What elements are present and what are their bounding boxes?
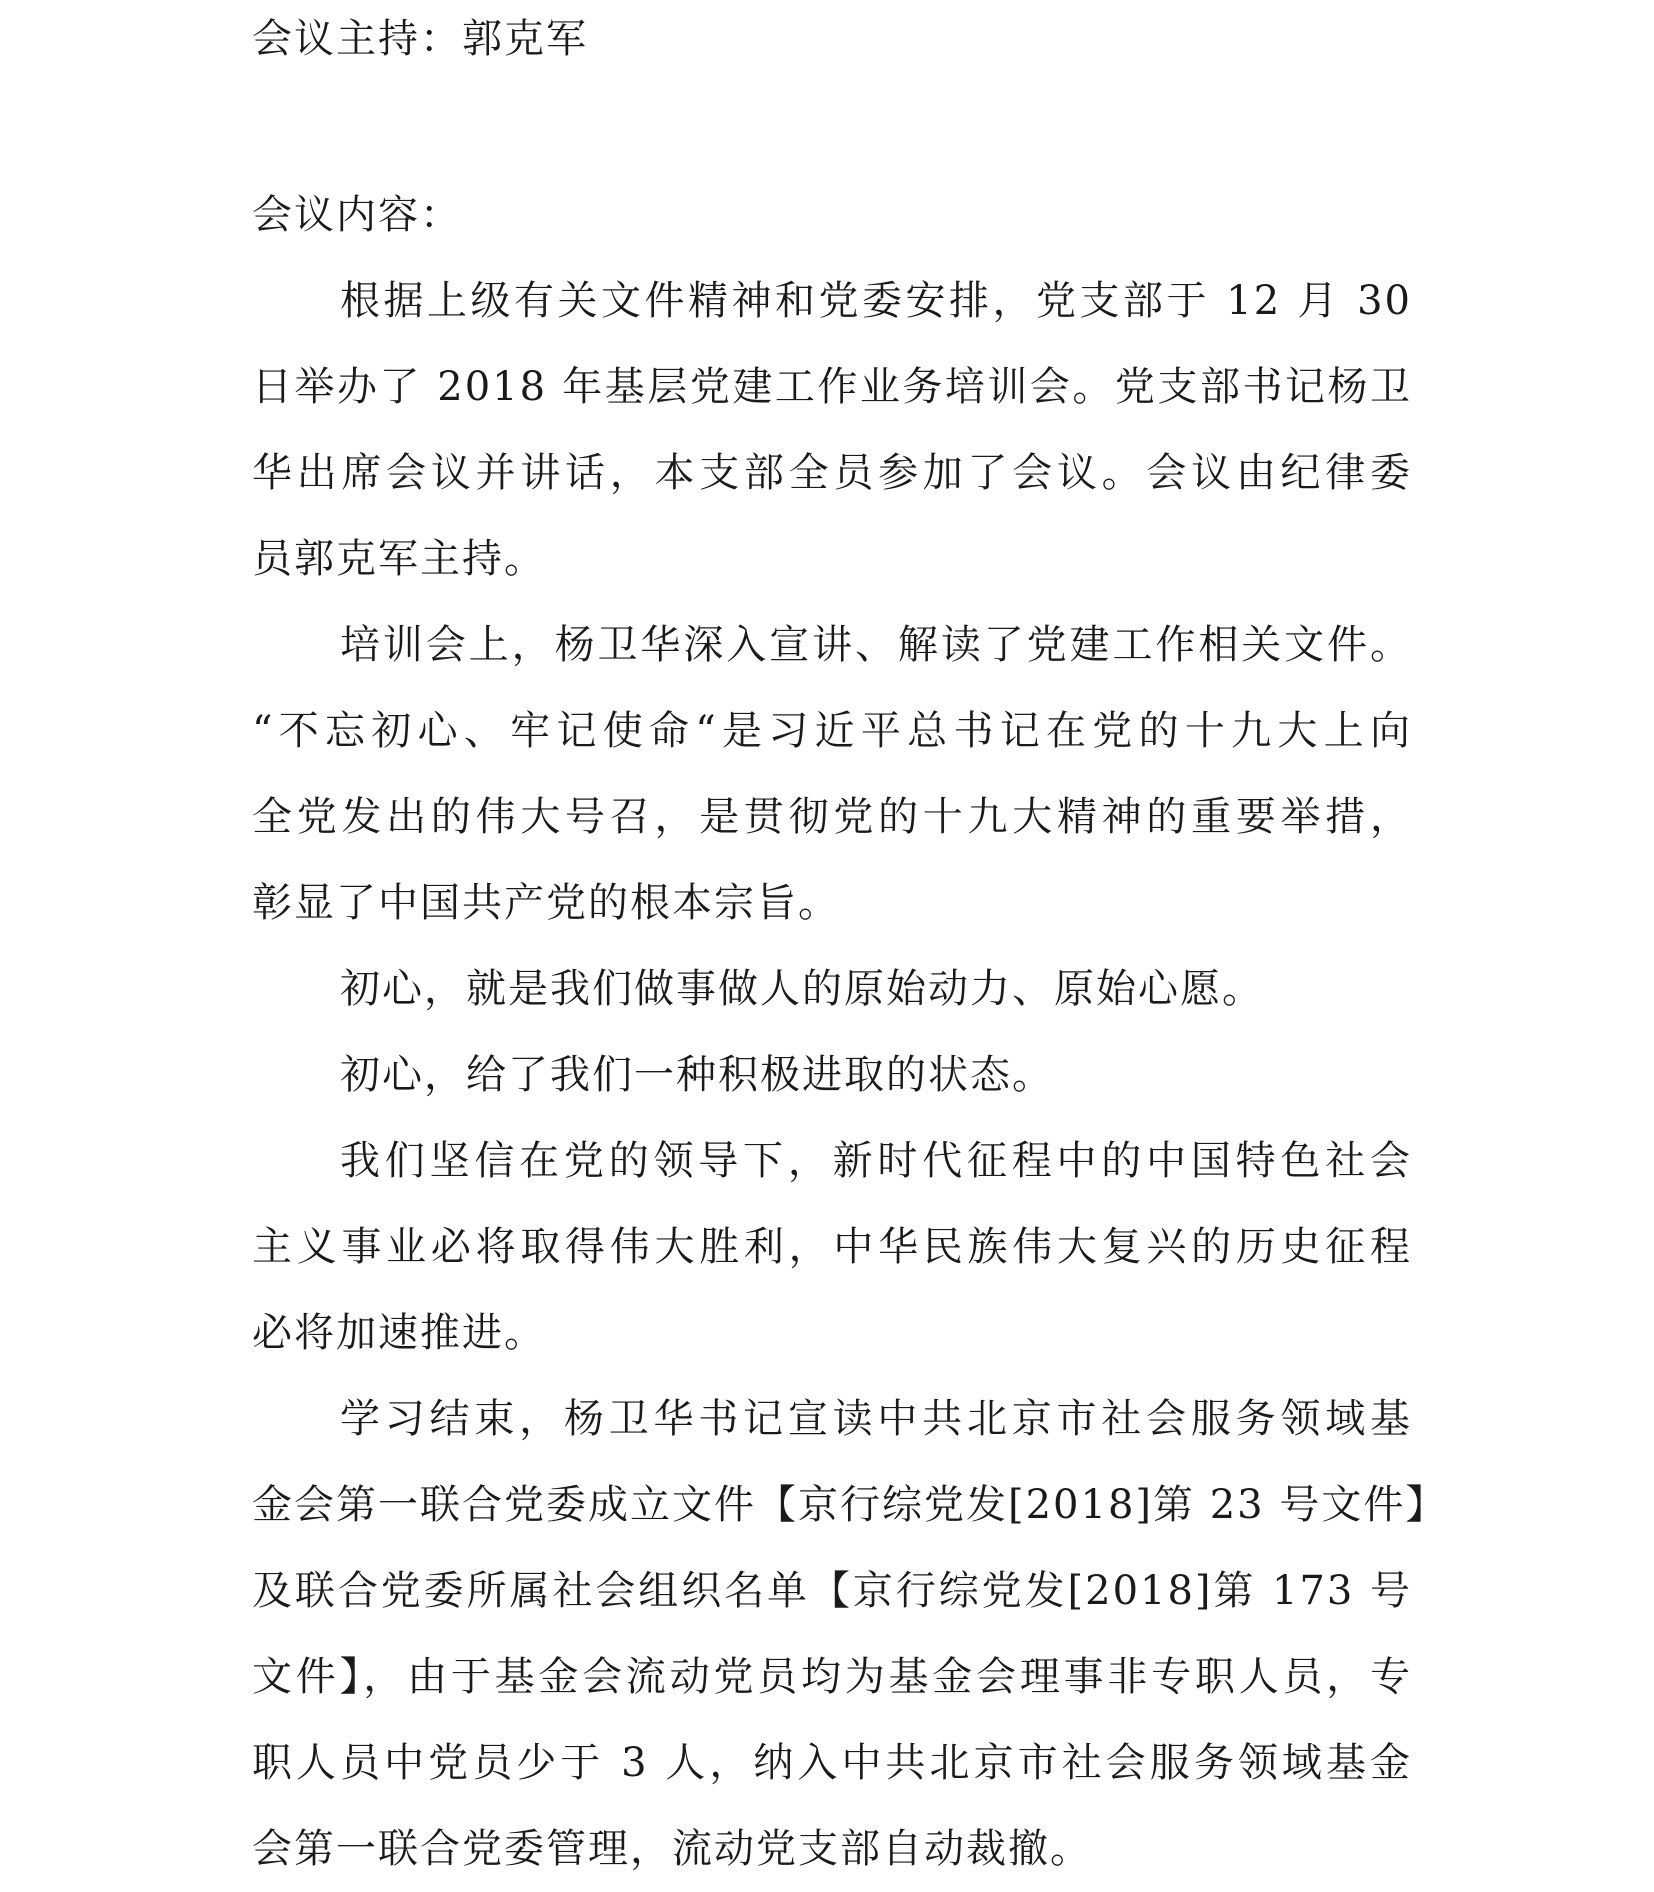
paragraph-line: 日举办了 2018 年基层党建工作业务培训会。党支部书记杨卫 [252,364,1412,410]
document-body [252,0,1448,1892]
paragraph-2 [252,602,1412,946]
spacer [252,82,1412,172]
paragraph-line: 培训会上，杨卫华深入宣讲、解读了党建工作相关文件。 [340,622,1412,668]
paragraph-line: 根据上级有关文件精神和党委安排，党支部于 12 月 30 [340,278,1412,324]
paragraph-line: 会第一联合党委管理，流动党支部自动裁撤。 [252,1826,1092,1872]
paragraph-line: 全党发出的伟大号召，是贯彻党的十九大精神的重要举措， [252,794,1412,840]
paragraph-line: 金会第一联合党委成立文件【京行综党发[2018]第 23 号文件】 [252,1482,1448,1528]
paragraph-line: 彰显了中国共产党的根本宗旨。 [252,880,840,926]
paragraph-3 [252,946,1412,1032]
paragraph-line: 初心，给了我们一种积极进取的状态。 [340,1052,1054,1098]
paragraph-line: 学习结束，杨卫华书记宣读中共北京市社会服务领域基 [340,1396,1412,1442]
paragraph-4 [252,1032,1412,1118]
paragraph-line: “不忘初心、牢记使命“是习近平总书记在党的十九大上向 [252,708,1412,754]
paragraph-line: 员郭克军主持。 [252,536,546,582]
paragraph-line: 我们坚信在党的领导下，新时代征程中的中国特色社会 [340,1138,1412,1184]
paragraph-line: 文件】，由于基金会流动党员均为基金会理事非专职人员，专 [252,1654,1412,1700]
paragraph-5 [252,1118,1412,1376]
paragraph-6 [252,1376,1448,1892]
meeting-host-line: 会议主持：郭克军 [252,16,588,62]
paragraph-line: 主义事业必将取得伟大胜利，中华民族伟大复兴的历史征程 [252,1224,1412,1270]
paragraph-line: 初心，就是我们做事做人的原始动力、原始心愿。 [340,966,1264,1012]
paragraph-line: 职人员中党员少于 3 人，纳入中共北京市社会服务领域基金 [252,1740,1412,1786]
meeting-content-heading: 会议内容： [252,192,462,238]
paragraph-line: 华出席会议并讲话，本支部全员参加了会议。会议由纪律委 [252,450,1412,496]
paragraph-line: 必将加速推进。 [252,1310,546,1356]
paragraph-1 [252,258,1412,602]
paragraph-line: 及联合党委所属社会组织名单【京行综党发[2018]第 173 号 [252,1568,1412,1614]
